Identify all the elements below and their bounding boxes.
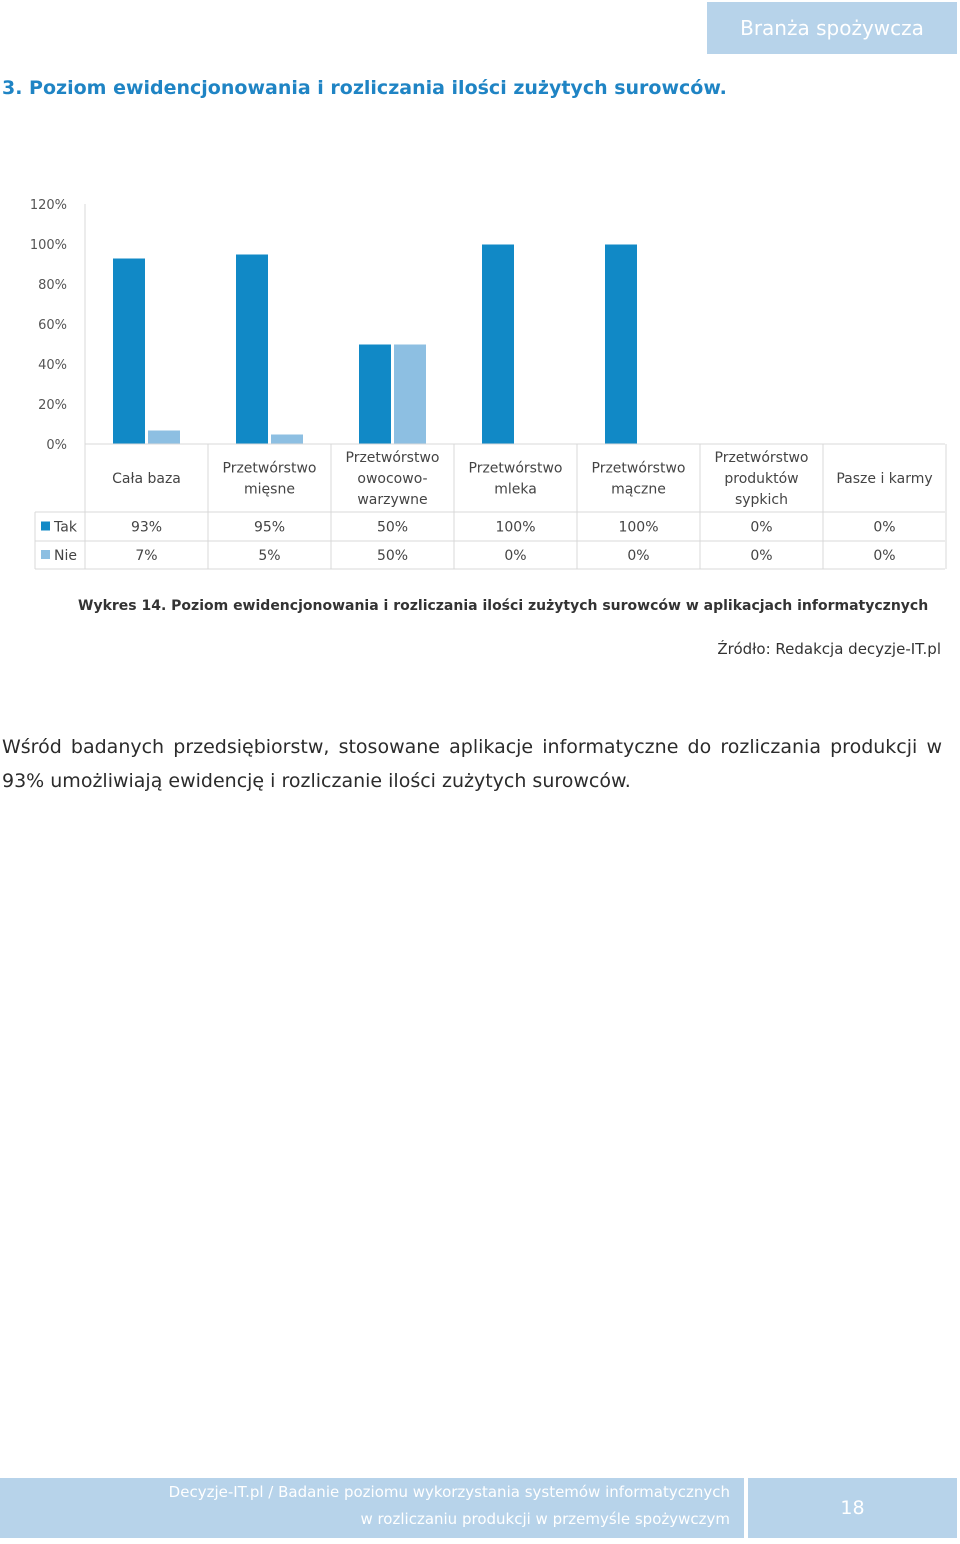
data-label-tak: 0% (750, 519, 773, 536)
x-category-label: Przetwórstwo produktów sypkich (714, 450, 809, 508)
legend-key-tak (41, 522, 50, 531)
footer-line-2: w rozliczaniu produkcji w przemyśle spożywczym (360, 1510, 730, 1528)
y-tick-label: 60% (38, 318, 67, 333)
data-label-nie: 0% (750, 548, 773, 564)
x-category-label: Przetwórstwo mączne (591, 460, 686, 498)
data-label-tak: 100% (618, 519, 659, 536)
section-heading: 3. Poziom ewidencjonowania i rozliczania ilości zużytych surowców. (2, 77, 727, 99)
bar-tak-3 (482, 244, 515, 444)
data-label-tak: 50% (376, 519, 409, 536)
bar-tak-0 (113, 258, 146, 444)
page-number: 18 (748, 1478, 957, 1538)
data-label-nie: 5% (258, 548, 281, 564)
data-label-tak: 0% (873, 519, 896, 536)
x-category-label: Cała baza (112, 471, 181, 487)
x-category-label: Pasze i karmy (836, 471, 933, 487)
footer-bar (0, 1478, 744, 1538)
bar-nie-0 (148, 430, 181, 444)
y-tick-label: 40% (38, 358, 67, 373)
chart-source: Źródło: Redakcja decyzje-IT.pl (717, 640, 941, 658)
data-label-nie: 50% (376, 548, 409, 564)
data-label-tak: 95% (253, 519, 286, 536)
bar-chart (0, 180, 960, 580)
chart-caption: Wykres 14. Poziom ewidencjonowania i rozliczania ilości zużytych surowców w aplikacjach informatycznych (78, 598, 929, 614)
data-label-tak: 93% (130, 519, 163, 536)
x-category-label: Przetwórstwo mleka (468, 460, 563, 498)
y-tick-label: 20% (38, 398, 67, 413)
data-label-nie: 0% (627, 548, 650, 564)
y-tick-label: 120% (29, 198, 67, 213)
y-tick-label: 80% (38, 278, 67, 293)
data-label-nie: 0% (873, 548, 896, 564)
data-label-nie: 0% (504, 548, 527, 564)
legend-label-nie: Nie (54, 548, 77, 564)
body-paragraph: Wśród badanych przedsiębiorstw, stosowane aplikacje informatyczne do rozliczania produkcji w 93% umożliwiają ewidencję i rozliczanie ilości zużytych surowców. (2, 736, 942, 792)
bar-tak-1 (236, 254, 269, 444)
data-label-tak: 100% (495, 519, 536, 536)
x-category-label: Przetwórstwo owocowo-warzywne (345, 450, 440, 508)
legend-label-tak: Tak (54, 519, 77, 536)
bar-tak-4 (605, 244, 638, 444)
y-tick-label: 100% (29, 238, 67, 253)
bar-nie-2 (394, 344, 427, 444)
section-tag: Branża spożywcza (707, 2, 957, 54)
legend-key-nie (41, 550, 50, 559)
y-tick-label: 0% (46, 438, 67, 453)
footer-line-1: Decyzje-IT.pl / Badanie poziomu wykorzystania systemów informatycznych (168, 1483, 730, 1501)
data-label-nie: 7% (135, 548, 158, 564)
bar-tak-2 (359, 344, 392, 444)
bar-nie-1 (271, 434, 304, 444)
x-category-label: Przetwórstwo mięsne (222, 460, 317, 498)
